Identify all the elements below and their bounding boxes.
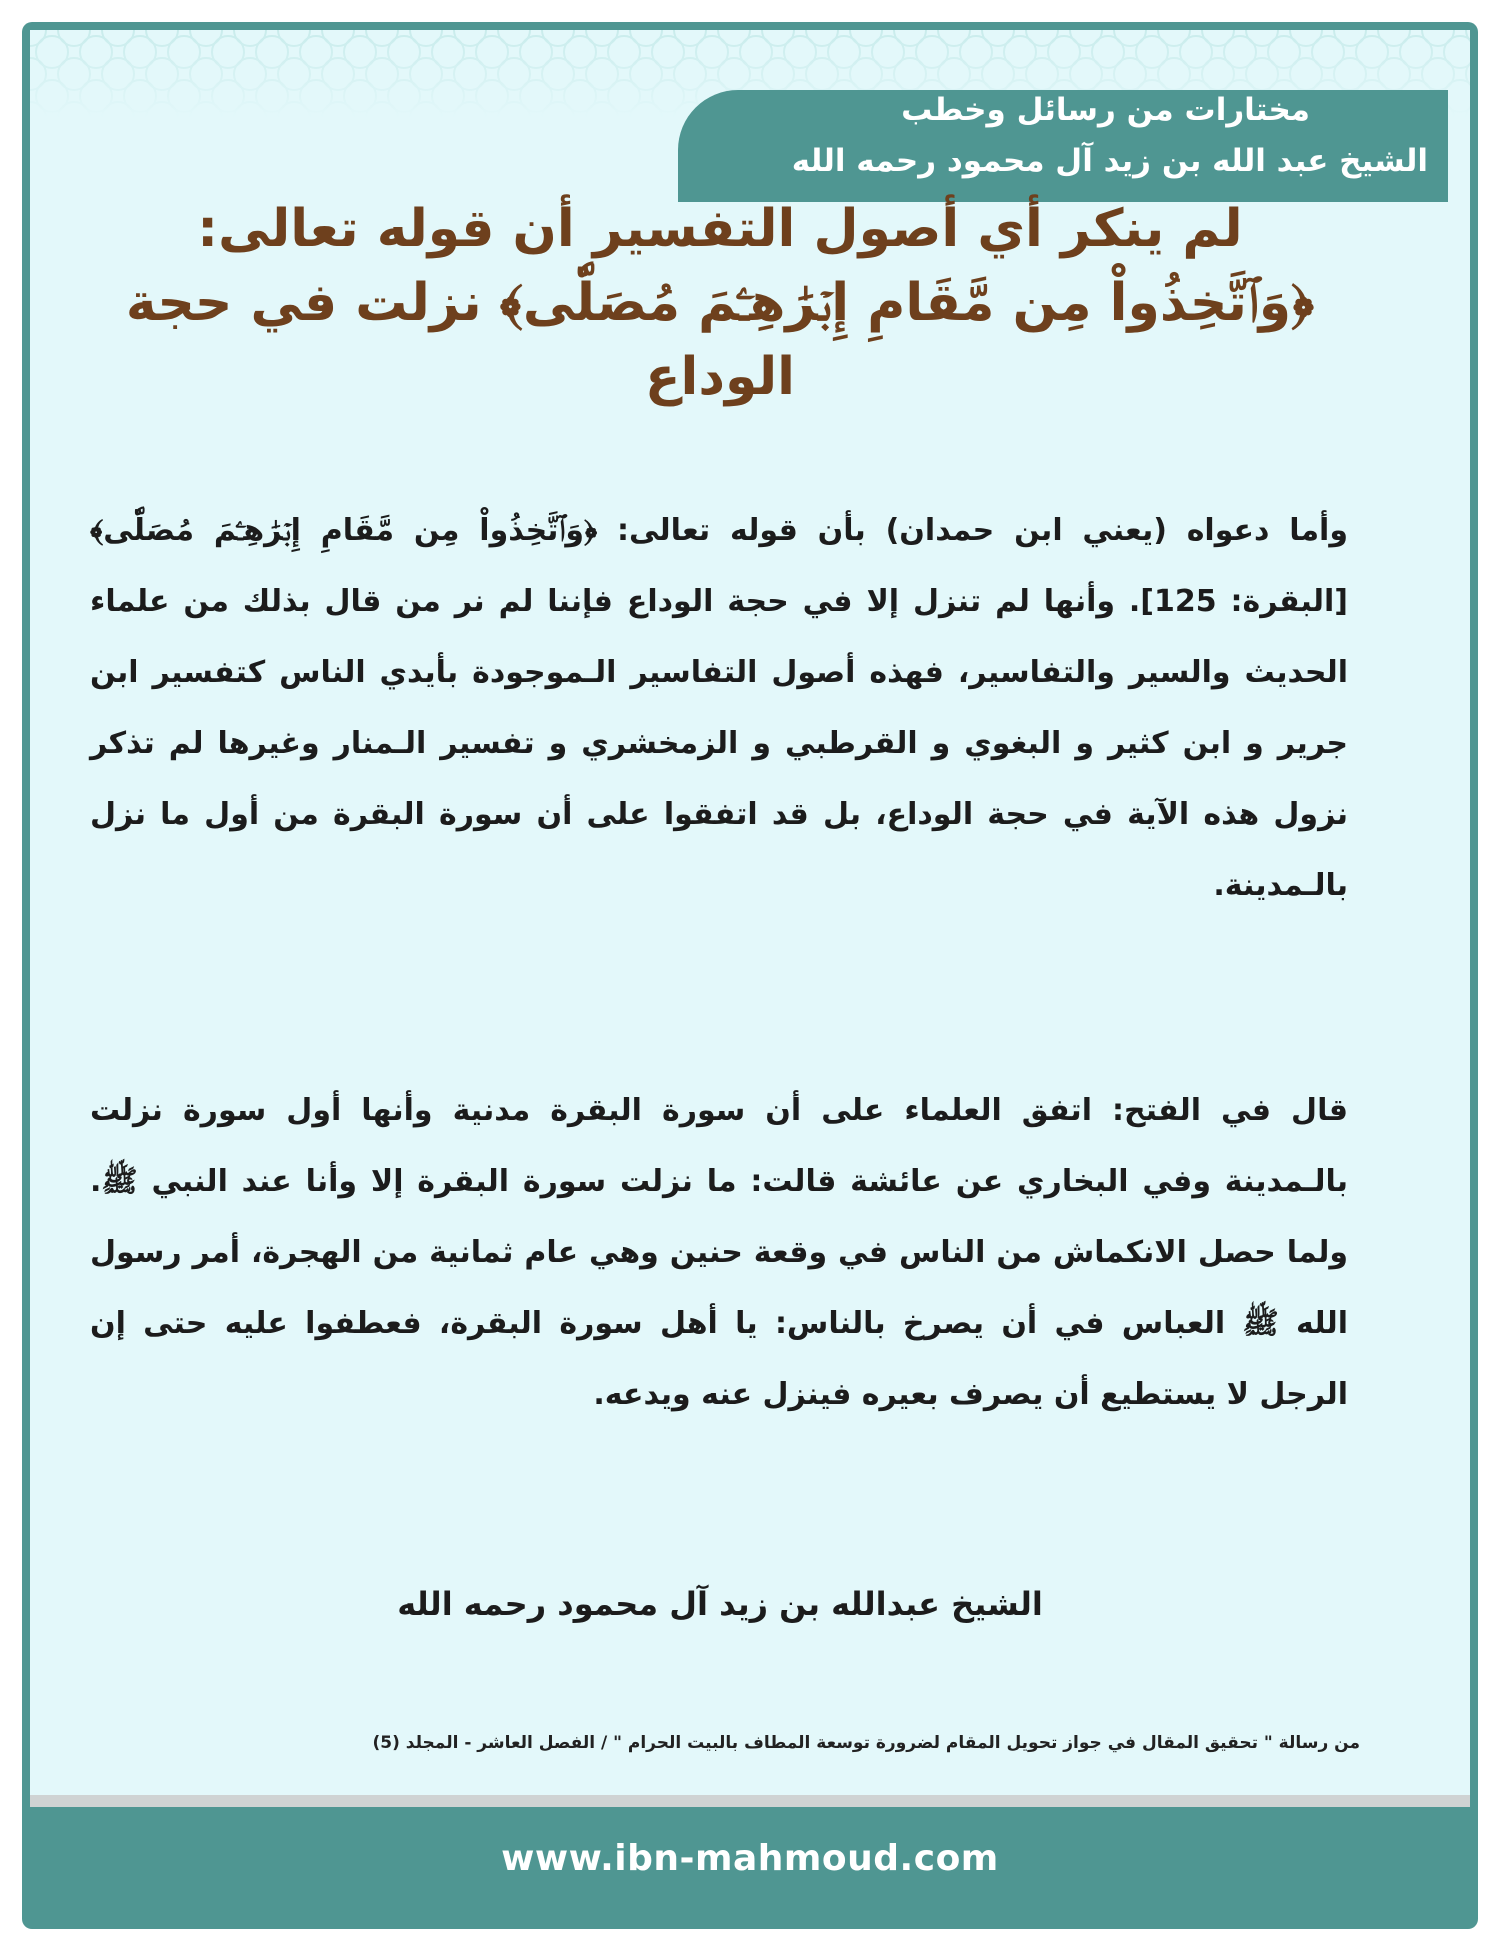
page-title bbox=[90, 192, 1350, 414]
title-line-2: ﴿وَٱتَّخِذُواْ مِن مَّقَامِ إِبۡرَٰهِـۧمَ مُصَلّٗى﴾ نزلت في حجة bbox=[125, 273, 1315, 333]
source-reference: من رسالة " تحقيق المقال في جواز تحويل المقام لضرورة توسعة المطاف بالبيت الحرام " / الفصل العاشر - المجلد (5) bbox=[372, 1733, 1360, 1753]
body-paragraph-1: وأما دعواه (يعني ابن حمدان) بأن قوله تعالى: ﴿وَٱتَّخِذُواْ مِن مَّقَامِ إِبۡرَٰهِـۧمَ مُصَلّٗى﴾ [البقرة: 125]. وأنها لم تنزل إلا في حجة الوداع فإننا لم نر من قال بذلك من علماء الحديث والسير والتفاسير، فهذه أصول التفاسير الـموجودة بأيدي الناس كتفسير ابن جرير و ابن كثير و البغوي و القرطبي و الزمخشري و تفسير الـمنار وغيرها لم تذكر نزول هذه الآية في حجة الوداع، بل قد اتفقوا على أن سورة البقرة من أول ما نزل بالـمدينة. bbox=[90, 513, 1348, 903]
header-collection-title: مختارات من رسائل وخطب bbox=[901, 92, 1310, 128]
signature: الشيخ عبدالله بن زيد آل محمود رحمه الله bbox=[397, 1585, 1043, 1623]
title-line-3: الوداع bbox=[645, 347, 795, 407]
website-link[interactable]: www.ibn-mahmoud.com bbox=[501, 1838, 999, 1879]
footer-divider bbox=[30, 1795, 1470, 1807]
body-paragraph-2: قال في الفتح: اتفق العلماء على أن سورة البقرة مدنية وأنها أول سورة نزلت بالـمدينة وفي البخاري عن عائشة قالت: ما نزلت سورة البقرة إلا وأنا عند النبي ﷺ. ولما حصل الانكماش من الناس في وقعة حنين وهي عام ثمانية من الهجرة، أمر رسول الله ﷺ العباس في أن يصرخ بالناس: يا أهل سورة البقرة، فعطفوا عليه حتى إن الرجل لا يستطيع أن يصرف بعيره فينزل عنه ويدعه. bbox=[90, 1093, 1348, 1412]
title-line-1: لم ينكر أي أصول التفسير أن قوله تعالى: bbox=[197, 199, 1243, 259]
header-author-name: الشيخ عبد الله بن زيد آل محمود رحمه الله bbox=[791, 143, 1428, 179]
